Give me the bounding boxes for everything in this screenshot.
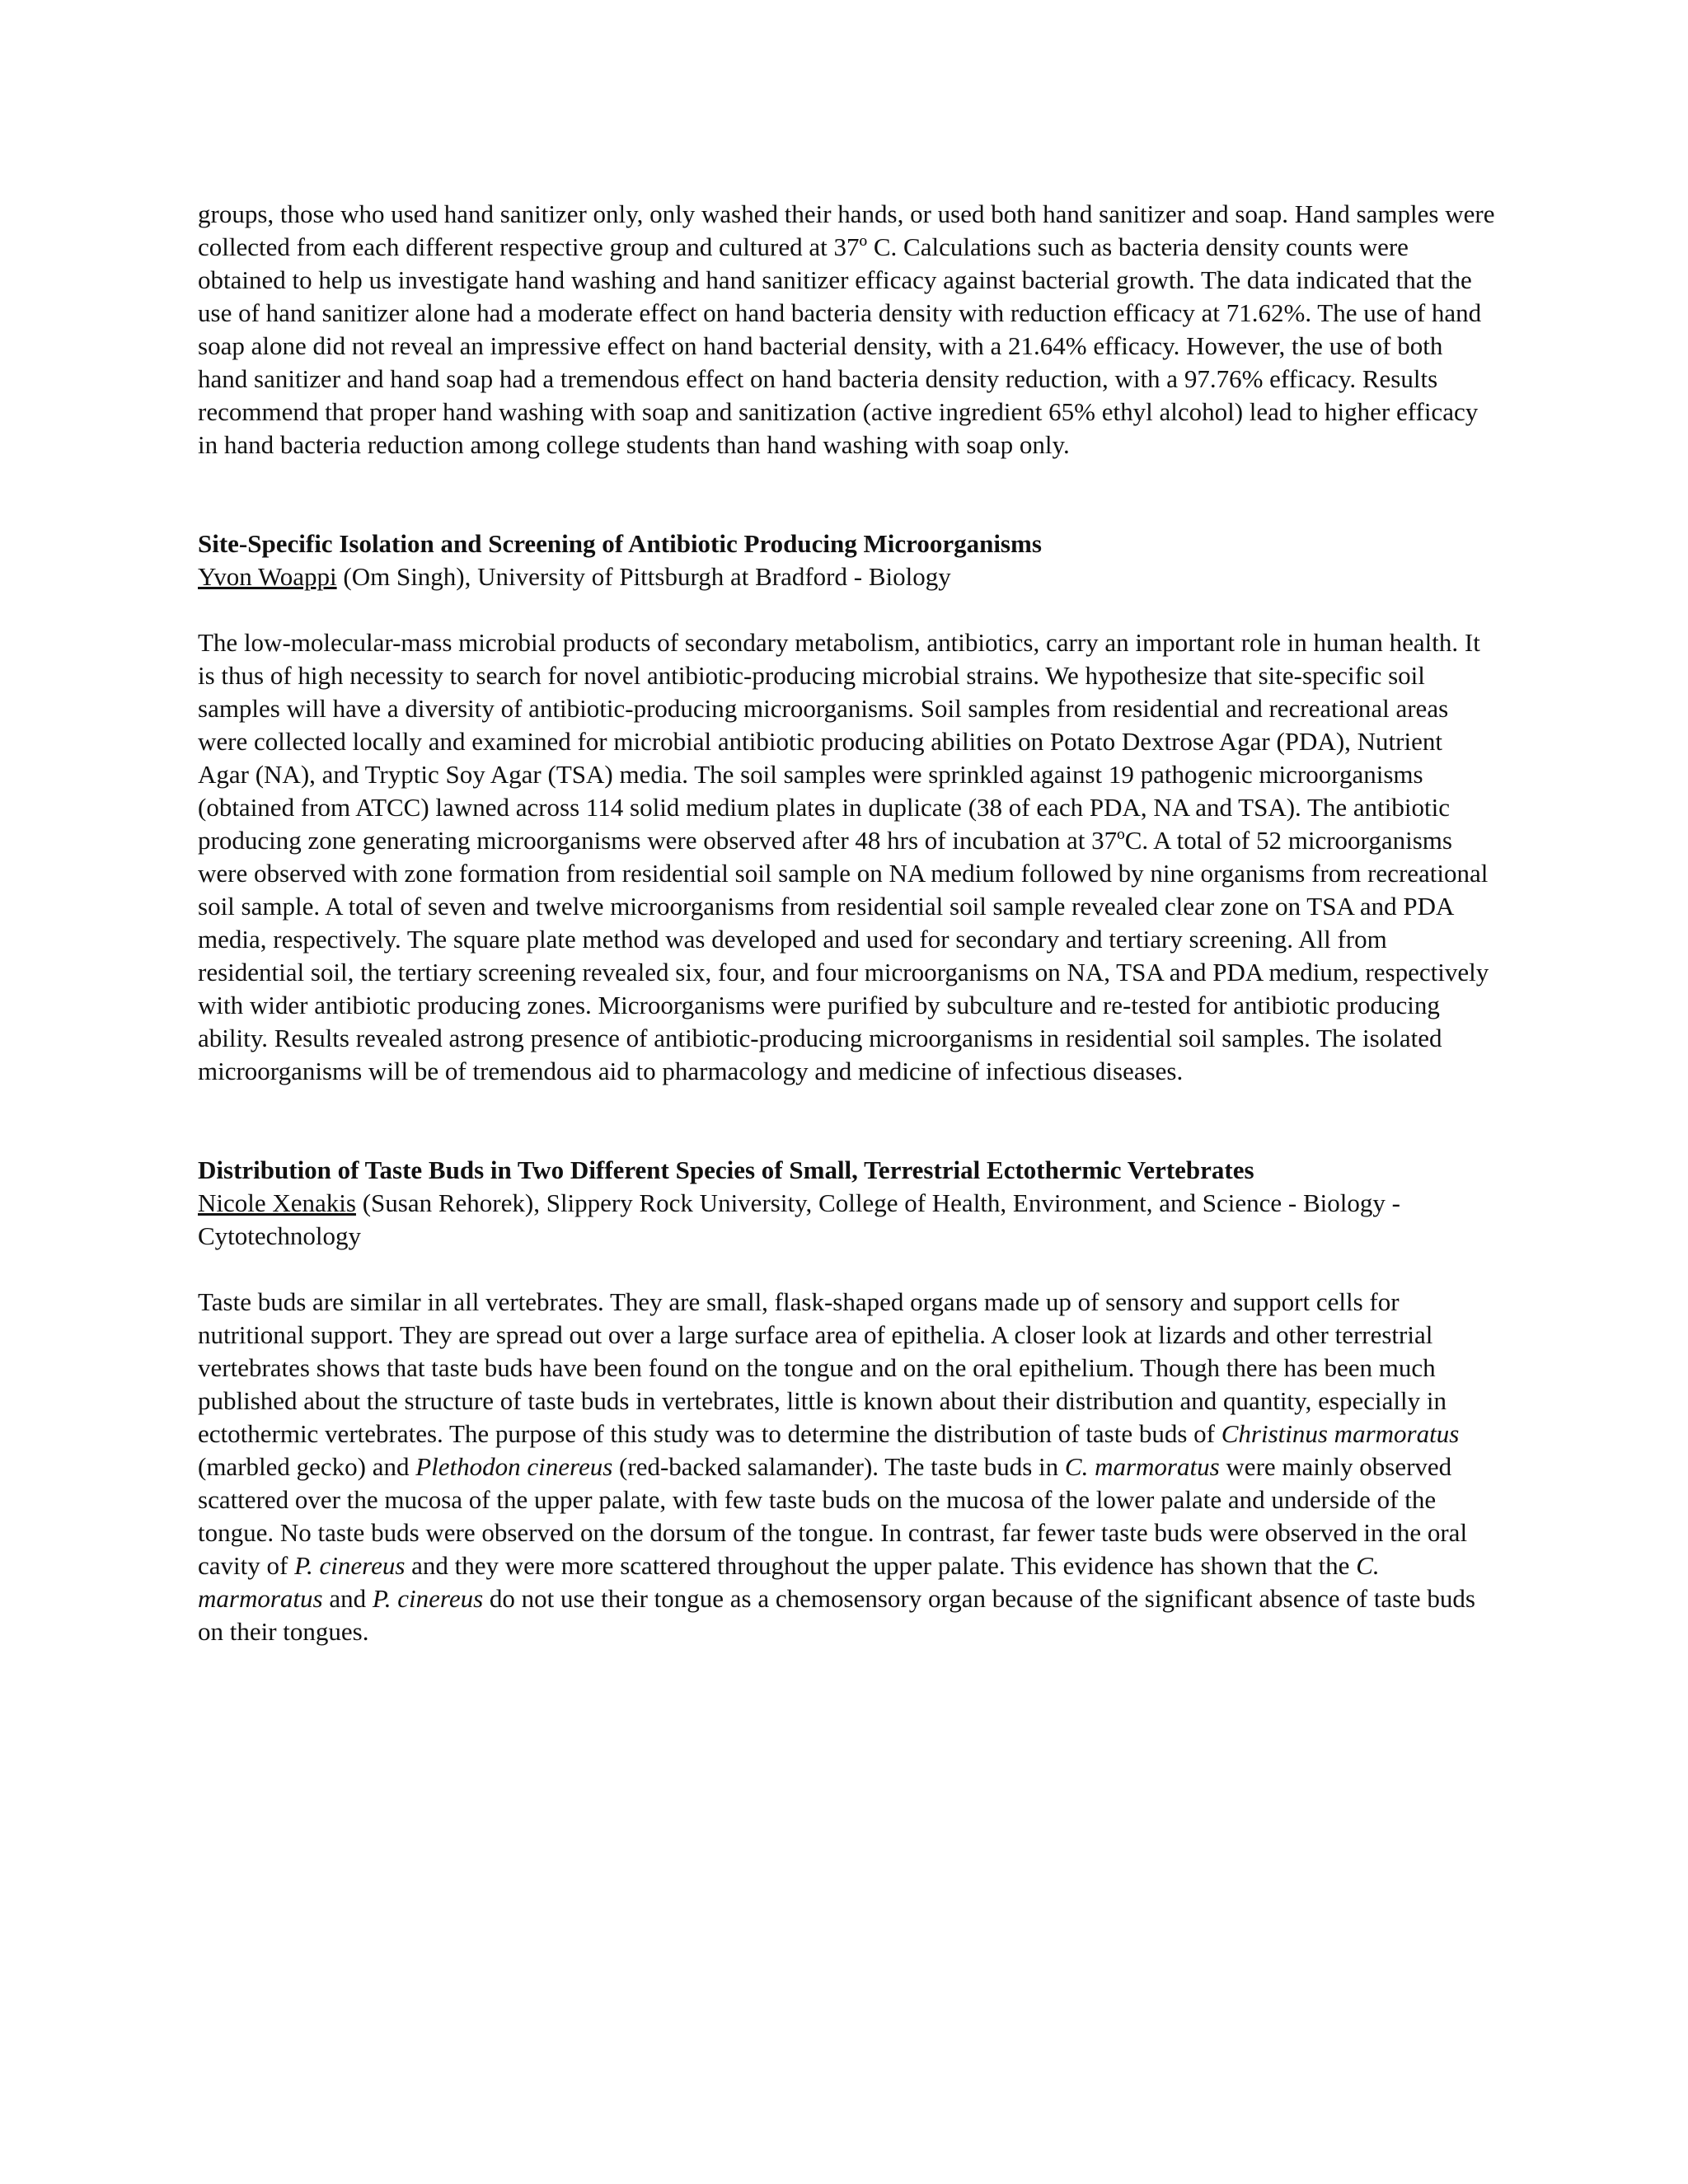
body-text: were mainly observed scattered over the mucosa of the upper palate, with few taste buds on the mucosa of the lower palate and underside of the tongue. No taste buds were observed on the dorsum of the tongue. In contrast, far fewer taste buds were observed in the oral cavity of bbox=[198, 1452, 1468, 1580]
abstract-antibiotic-microorganisms bbox=[198, 527, 1496, 1088]
body-text: (marbled gecko) and bbox=[198, 1452, 416, 1481]
species-name: C. marmoratus bbox=[1064, 1452, 1220, 1481]
abstract-body: The low-molecular-mass microbial products of secondary metabolism, antibiotics, carry an important role in human health. It is thus of high necessity to search for novel antibiotic-producing microbial strains. We hypothesize that site-specific soil samples will have a diversity of antibiotic-producing microorganisms. Soil samples from residential and recreational areas were collected locally and examined for microbial antibiotic producing abilities on Potato Dextrose Agar (PDA), Nutrient Agar (NA), and Tryptic Soy Agar (TSA) media. The soil samples were sprinkled against 19 pathogenic microorganisms (obtained from ATCC) lawned across 114 solid medium plates in duplicate (38 of each PDA, NA and TSA). The antibiotic producing zone generating microorganisms were observed after 48 hrs of incubation at 37ºC. A total of 52 microorganisms were observed with zone formation from residential soil sample on NA medium followed by nine organisms from recreational soil sample. A total of seven and twelve microorganisms from residential soil sample revealed clear zone on TSA and PDA media, respectively. The square plate method was developed and used for secondary and tertiary screening. All from residential soil, the tertiary screening revealed six, four, and four microorganisms on NA, TSA and PDA medium, respectively with wider antibiotic producing zones. Microorganisms were purified by subculture and re-tested for antibiotic producing ability. Results revealed astrong presence of antibiotic-producing microorganisms in residential soil samples. The isolated microorganisms will be of tremendous aid to pharmacology and medicine of infectious diseases. bbox=[198, 628, 1489, 1085]
body-text: (red-backed salamander). The taste buds in bbox=[612, 1452, 1065, 1481]
species-name: P. cinereus bbox=[372, 1584, 484, 1613]
body-text: and bbox=[322, 1584, 373, 1613]
species-name: Plethodon cinereus bbox=[415, 1452, 613, 1481]
presenter-name: Nicole Xenakis bbox=[198, 1188, 356, 1217]
body-text: and they were more scattered throughout the upper palate. This evidence has shown that the bbox=[405, 1551, 1357, 1580]
intro-paragraph: groups, those who used hand sanitizer only, only washed their hands, or used both hand sanitizer and soap. Hand samples were collected from each different respective group and cultured at 37º C. Calculations such as bacteria density counts were obtained to help us investigate hand washing and hand sanitizer efficacy against bacterial growth. The data indicated that the use of hand sanitizer alone had a moderate effect on hand bacteria density with reduction efficacy at 71.62%. The use of hand soap alone did not reveal an impressive effect on hand bacterial density, with a 21.64% efficacy. However, the use of both hand sanitizer and hand soap had a tremendous effect on hand bacteria density reduction, with a 97.76% efficacy. Results recommend that proper hand washing with soap and sanitization (active ingredient 65% ethyl alcohol) lead to higher efficacy in hand bacteria reduction among college students than hand washing with soap only. bbox=[198, 199, 1495, 459]
abstract-authors bbox=[198, 1187, 1496, 1253]
species-name: P. cinereus bbox=[294, 1551, 406, 1580]
body-text: Taste buds are similar in all vertebrates. They are small, flask-shaped organs made up of sensory and support cells for nutritional support. They are spread out over a large surface area of epithelia. A closer look at lizards and other terrestrial vertebrates shows that taste buds have been found on the tongue and on the oral epithelium. Though there has been much published about the structure of taste buds in vertebrates, little is known about their distribution and quantity, especially in ectothermic vertebrates. The purpose of this study was to determine the distribution of taste buds of bbox=[198, 1287, 1447, 1448]
document-page bbox=[198, 198, 1496, 1714]
author-affiliation: (Om Singh), University of Pittsburgh at Bradford - Biology bbox=[336, 562, 951, 591]
species-name: C. marmoratus bbox=[198, 1551, 1380, 1613]
abstract-body bbox=[198, 1286, 1496, 1648]
abstract-authors bbox=[198, 560, 1496, 593]
abstract-taste-buds bbox=[198, 1154, 1496, 1648]
author-affiliation: (Susan Rehorek), Slippery Rock University, College of Health, Environment, and Science - Biology - Cytotechnology bbox=[198, 1188, 1400, 1250]
abstract-title: Site-Specific Isolation and Screening of Antibiotic Producing Microorganisms bbox=[198, 529, 1042, 558]
presenter-name: Yvon Woappi bbox=[198, 562, 337, 591]
species-name: Christinus marmoratus bbox=[1221, 1419, 1460, 1448]
body-text: do not use their tongue as a chemosensory organ because of the significant absence of taste buds on their tongues. bbox=[198, 1584, 1475, 1646]
abstract-title: Distribution of Taste Buds in Two Different Species of Small, Terrestrial Ectothermic Vertebrates bbox=[198, 1155, 1254, 1184]
